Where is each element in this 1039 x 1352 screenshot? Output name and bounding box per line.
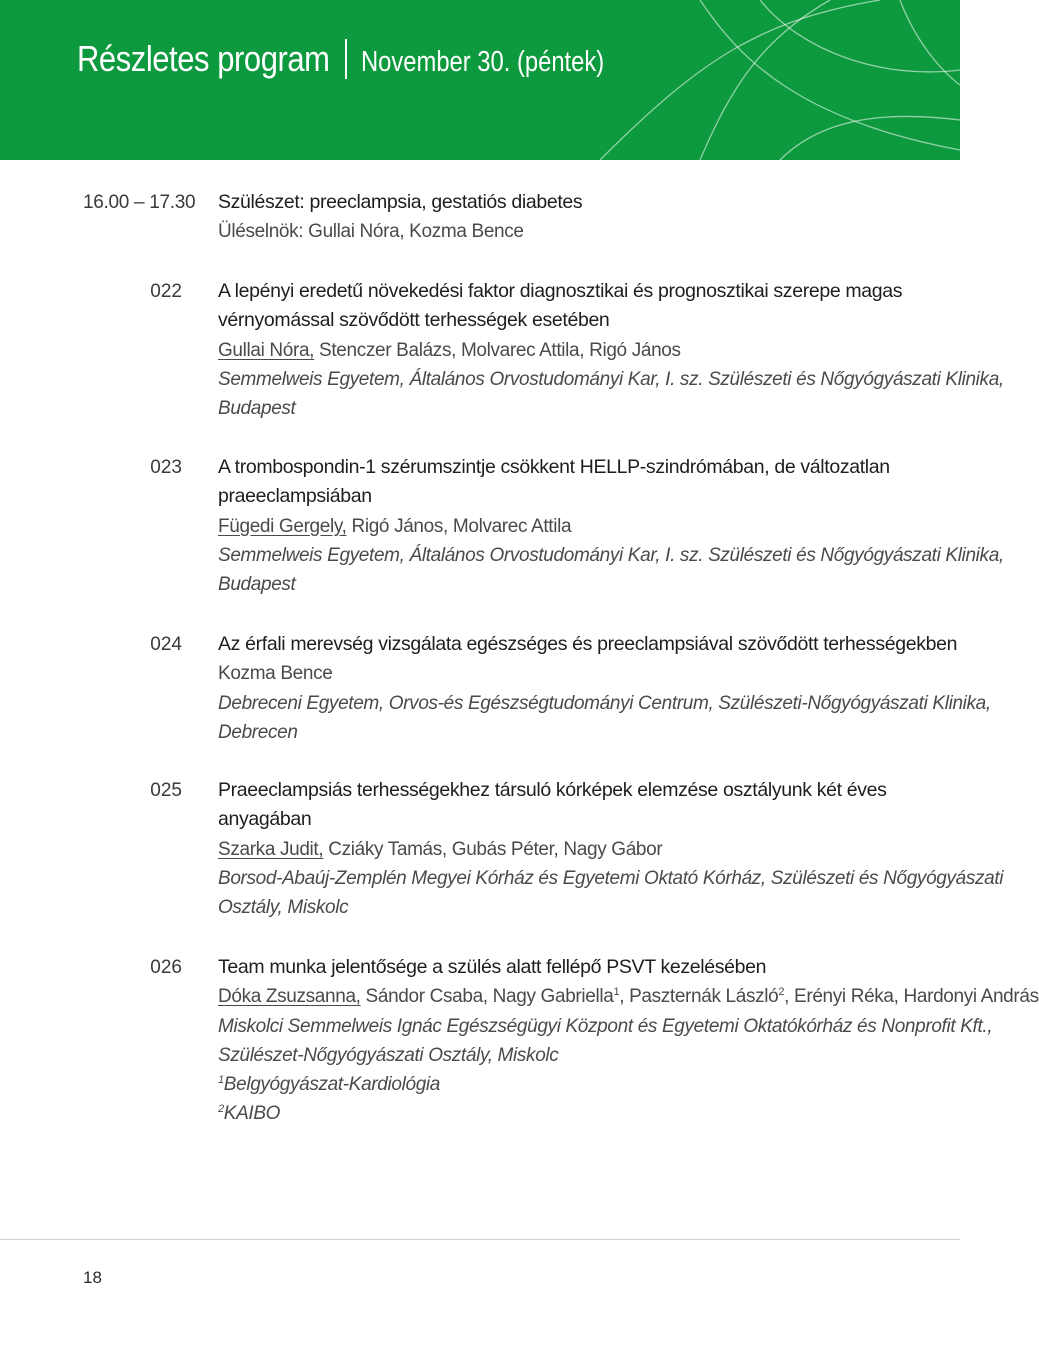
entry-title-line: A trombospondin-1 szérumszintje csökkent HELLP-szindrómában, de változatlan (218, 456, 890, 478)
entry-authors (218, 336, 878, 365)
entry-institution-line: Osztály, Miskolc (218, 897, 349, 919)
entry-authors: Kozma Bence (218, 663, 333, 685)
page-header-band (0, 0, 960, 160)
affiliation-marker: 2 (218, 1103, 224, 1116)
affiliation-marker: 2 (778, 986, 785, 999)
page-title-main: Részletes program (77, 38, 330, 79)
footer-divider (0, 1239, 960, 1240)
affiliation-note-text: KAIBO (223, 1103, 281, 1125)
entry-number: 022 (150, 281, 182, 302)
entry-title-line: Az érfali merevség vizsgálata egészséges és preeclampsiával szövődött terhességekben (218, 633, 958, 655)
entry-institution-line: Semmelweis Egyetem, Általános Orvostudományi Kar, I. sz. Szülészeti és Nőgyógyászati Klinika, (218, 544, 1004, 566)
entry-authors (218, 982, 1039, 1011)
entry-institution-line: Borsod-Abaúj-Zemplén Megyei Kórház és Egyetemi Oktató Kórház, Szülészeti és Nőgyógyászati (218, 867, 1004, 889)
entry-author-part: Sándor Csaba, Nagy Gabriella (360, 986, 614, 1008)
affiliation-note-1 (218, 1070, 878, 1099)
entry-author-part: , Erényi Réka, Hardonyi András (784, 986, 1039, 1008)
entry-institution-line: Debrecen (218, 721, 298, 743)
page-title (77, 38, 657, 80)
affiliation-marker: 1 (218, 1074, 224, 1087)
session-chairs: Üléselnök: Gullai Nóra, Kozma Bence (218, 221, 524, 243)
entry-title-line: praeeclampsiában (218, 485, 372, 508)
entry-number: 023 (150, 457, 182, 478)
page-number: 18 (83, 1268, 102, 1287)
entry-number: 024 (150, 634, 182, 655)
entry-authors (218, 512, 878, 541)
entry-presenter: Szarka Judit, (218, 838, 324, 860)
decorative-curves (0, 0, 960, 160)
title-divider (345, 39, 347, 79)
entry-title-line: Team munka jelentősége a szülés alatt fellépő PSVT kezelésében (218, 956, 767, 978)
entry-title-line: vérnyomással szövődött terhességek esetében (218, 309, 610, 332)
entry-institution-line: Budapest (218, 398, 296, 420)
entry-title-line: A lepényi eredetű növekedési faktor diagnosztikai és prognosztikai szerepe magas (218, 280, 903, 302)
entry-institution-line: Debreceni Egyetem, Orvos-és Egészségtudományi Centrum, Szülészeti-Nőgyógyászati Klinika, (218, 692, 991, 714)
entry-number: 025 (150, 780, 182, 801)
entry-presenter: Fügedi Gergely, (218, 515, 347, 537)
entry-coauthors: Rigó János, Molvarec Attila (346, 515, 572, 537)
entry-number: 026 (150, 957, 182, 978)
entry-institution-line: Szülészet-Nőgyógyászati Osztály, Miskolc (218, 1044, 559, 1066)
affiliation-note-text: Belgyógyászat-Kardiológia (223, 1074, 440, 1096)
session-title: Szülészet: preeclampsia, gestatiós diabetes (218, 191, 583, 213)
affiliation-note-2 (218, 1099, 878, 1128)
entry-institution-line: Budapest (218, 574, 296, 596)
entry-coauthors: Cziáky Tamás, Gubás Péter, Nagy Gábor (323, 838, 663, 860)
entry-title-line: Praeeclampsiás terhességekhez társuló kórképek elemzése osztályunk két éves (218, 779, 887, 801)
entry-title-line: anyagában (218, 808, 312, 831)
session-time: 16.00 – 17.30 (83, 192, 196, 213)
page-title-date: November 30. (péntek) (360, 46, 604, 78)
entry-author-part: , Paszternák László (619, 986, 779, 1008)
entry-presenter: Gullai Nóra, (218, 339, 315, 361)
entry-presenter: Dóka Zsuzsanna, (218, 986, 361, 1008)
entry-authors (218, 835, 878, 864)
entry-institution-line: Miskolci Semmelweis Ignác Egészségügyi Központ és Egyetemi Oktatókórház és Nonprofit Kft., (218, 1015, 993, 1037)
entry-institution-line: Semmelweis Egyetem, Általános Orvostudományi Kar, I. sz. Szülészeti és Nőgyógyászati Klinika, (218, 368, 1004, 390)
affiliation-marker: 1 (613, 986, 620, 999)
entry-coauthors: Stenczer Balázs, Molvarec Attila, Rigó János (314, 339, 681, 361)
